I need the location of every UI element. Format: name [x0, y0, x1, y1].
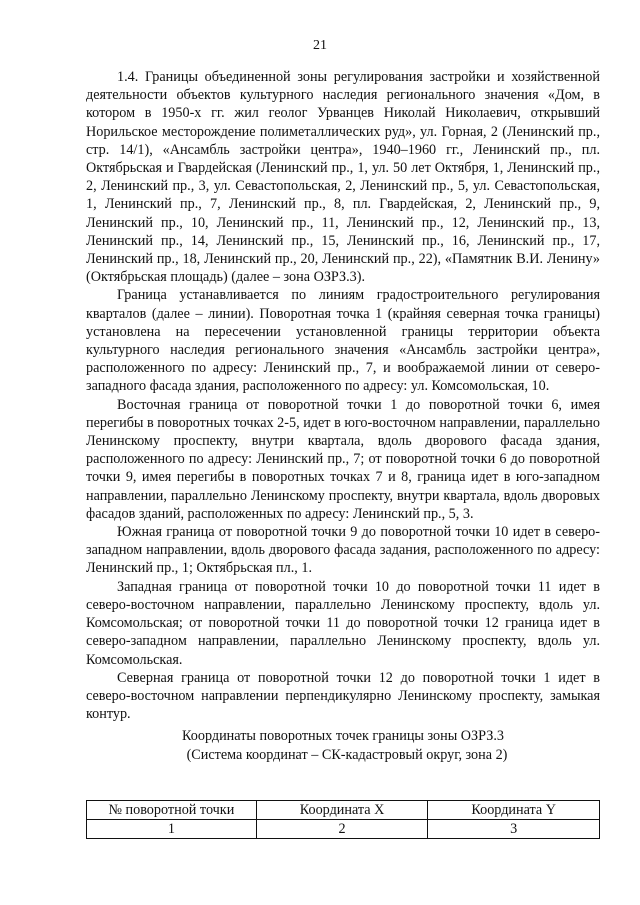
paragraph-southern-boundary: Южная граница от поворотной точки 9 до поворотной точки 10 идет в северо-западном направлении, вдоль дворового фасада задания, расположенного по адресу: Ленинский пр., 1; Октябрьская пл., 1.	[86, 524, 600, 577]
page-number: 21	[313, 38, 327, 53]
paragraph-northern-boundary: Северная граница от поворотной точки 12 до поворотной точки 1 идет в северо-восточном направлении перпендикулярно Ленинскому проспекту, замыкая контур.	[86, 669, 600, 723]
paragraph-western-boundary: Западная граница от поворотной точки 10 до поворотной точки 11 идет в северо-восточном направлении, параллельно Ленинскому проспекту, вдоль ул. Комсомольская; от поворотной точки 11 до поворотной точки 12 граница идет в северо-западном направлении, параллельно Ленинскому проспекту, вдоль ул. Комсомольская.	[86, 578, 600, 668]
table-cell: 1	[87, 820, 257, 839]
table-header-row	[87, 801, 600, 820]
paragraph-boundary-definition: Граница устанавливается по линиям градостроительного регулирования кварталов (далее – линии). Поворотная точка 1 (крайняя северная точка границы) установлена на пересечении установленной границы территории объекта культурного наследия регионального значения «Ансамбль застройки центра», расположенного по адресу: Ленинский пр., 7, и воображаемой линии от северо-западного фасада здания, расположенного по адресу: ул. Комсомольская, 10.	[86, 287, 600, 395]
header-coordinate-x: Координата X	[256, 801, 428, 820]
table-row	[87, 820, 600, 839]
header-point-number: № поворотной точки	[87, 801, 257, 820]
paragraph-zone-description: 1.4. Границы объединенной зоны регулирования застройки и хозяйственной деятельности объектов культурного наследия регионального значения «Дом, в котором в 1950-х гг. жил геолог Урванцев Николай Николаевич, открывший Норильское месторождение полиметаллических руд», ул. Горная, 2 (Ленинский пр., стр. 14/1), «Ансамбль застройки центра», 1940–1960 гг., Ленинский пр., пл. Октябрьская и Гвардейская (Ленинский пр., 1, ул. 50 лет Октября, 1, Ленинский пр., 2, Ленинский пр., 3, ул. Севастопольская, 2, Ленинский пр., 5, ул. Севастопольская, 1, Ленинский пр., 7, Ленинский пр., 8, пл. Гвардейская, 2, Ленинский пр., 9, Ленинский пр., 10, Ленинский пр., 11, Ленинский пр., 12, Ленинский пр., 13, Ленинский пр., 14, Ленинский пр., 15, Ленинский пр., 16, Ленинский пр., 17, Ленинский пр., 18, Ленинский пр., 20, Ленинский пр., 22), «Памятник В.И. Ленину» (Октябрьская площадь) (далее – зона ОЗРЗ.3).	[86, 69, 600, 286]
coordinates-table	[86, 800, 600, 839]
header-coordinate-y: Координата Y	[428, 801, 600, 820]
table-caption-title: Координаты поворотных точек границы зоны ОЗРЗ.3	[182, 728, 504, 745]
paragraph-eastern-boundary: Восточная граница от поворотной точки 1 до поворотной точки 6, имея перегибы в поворотных точках 2-5, идет в юго-восточном направлении, параллельно Ленинскому проспекту, внутри квартала, вдоль дворового фасада здания, расположенного по адресу: Ленинский пр., 7; от поворотной точки 6 до поворотной точки 9, имея перегибы в поворотных точках 7 и 8, граница идет в юго-западном направлении, параллельно Ленинскому проспекту, внутри квартала, вдоль дворовых фасадов зданий, расположенных по адресу: Ленинский пр., 5, 3.	[86, 396, 600, 522]
document-body	[86, 68, 600, 764]
table-cell: 3	[428, 820, 600, 839]
table-cell: 2	[256, 820, 428, 839]
table-caption	[86, 727, 600, 763]
table-caption-system: (Система координат – СК-кадастровый округ, зона 2)	[186, 746, 508, 763]
